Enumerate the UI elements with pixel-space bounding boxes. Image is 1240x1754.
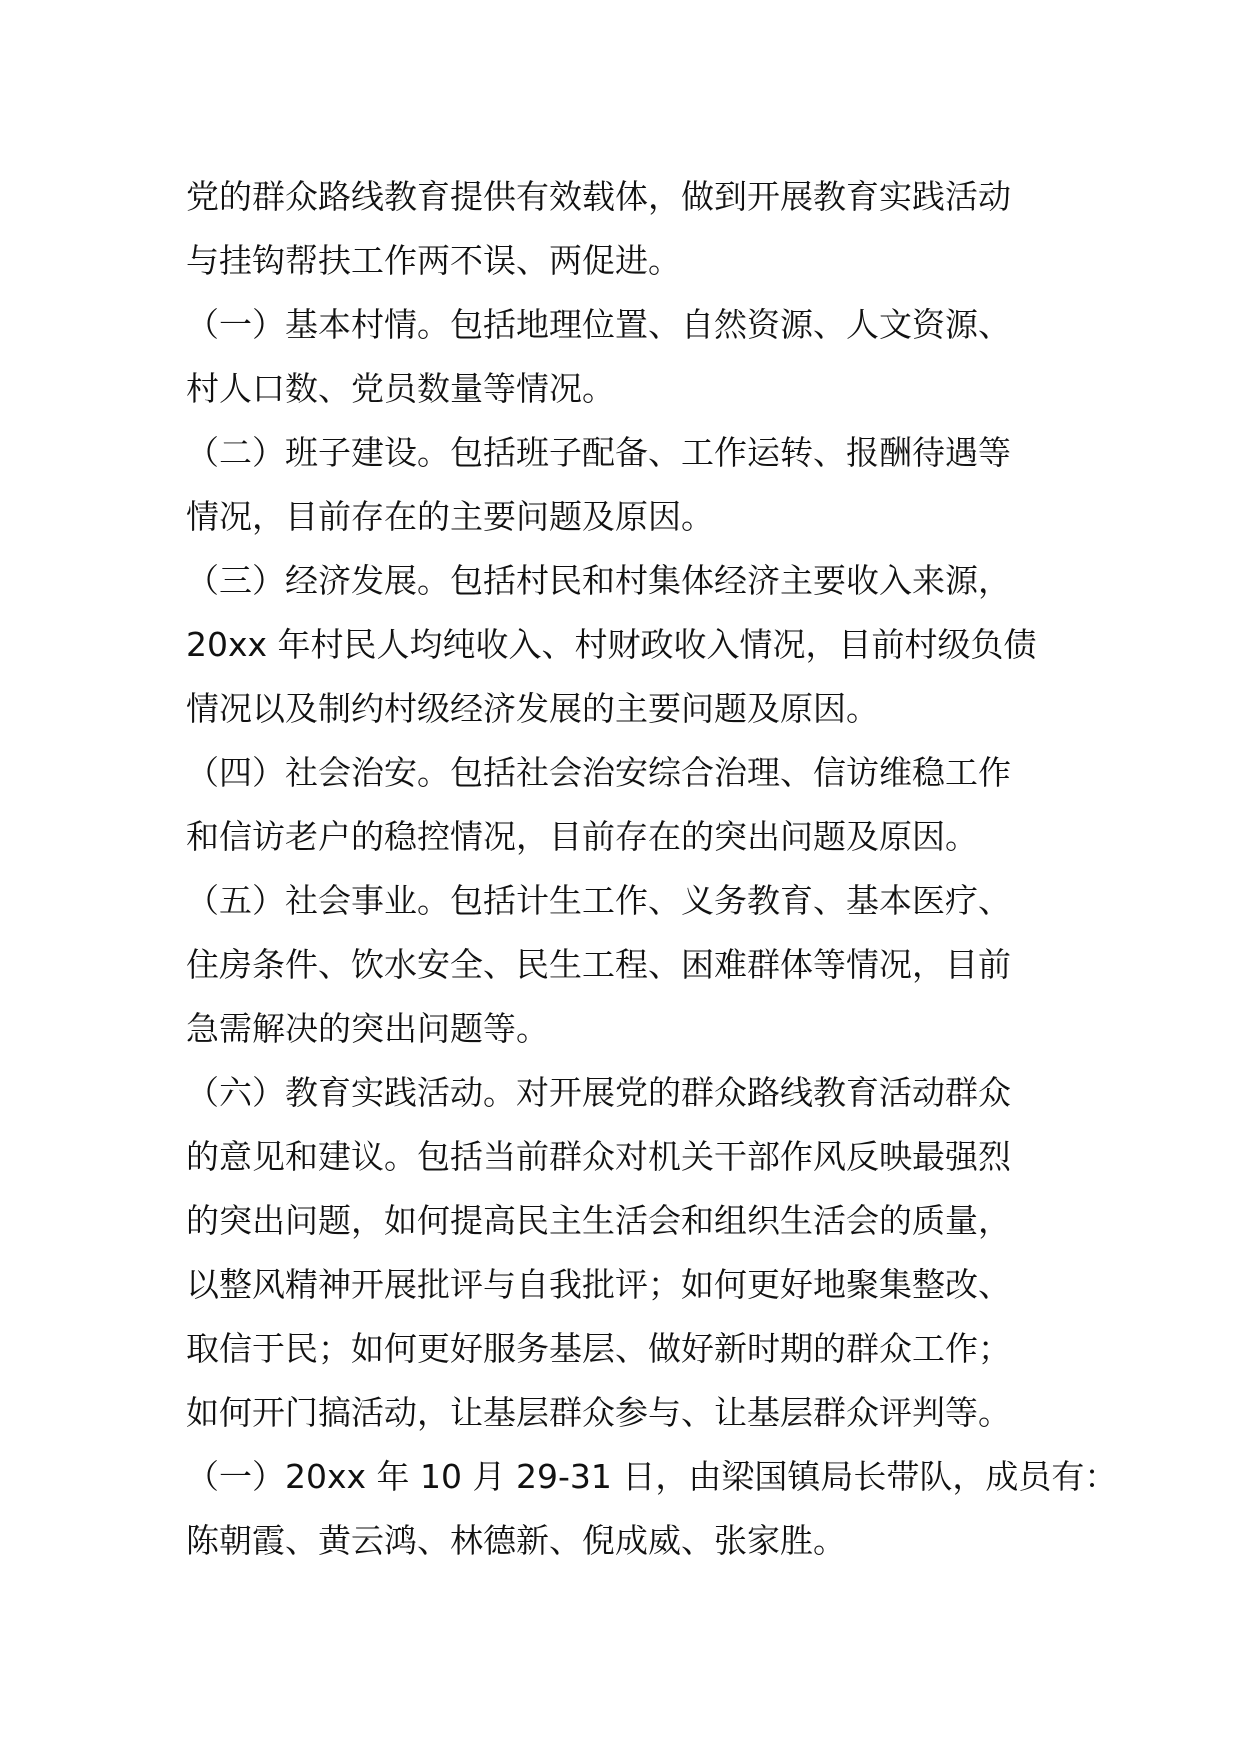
- text-line: （六）教育实践活动。对开展党的群众路线教育活动群众: [186, 1073, 1011, 1112]
- text-line: 20xx 年村民人均纯收入、村财政收入情况，目前村级负债: [186, 625, 1037, 664]
- text-line: 如何开门搞活动，让基层群众参与、让基层群众评判等。: [186, 1393, 1011, 1432]
- text-line: 情况，目前存在的主要问题及原因。: [186, 497, 714, 536]
- text-line: 与挂钩帮扶工作两不误、两促进。: [186, 241, 681, 280]
- text-line: 陈朝霞、黄云鸿、林德新、倪成威、张家胜。: [186, 1521, 846, 1560]
- text-line: 党的群众路线教育提供有效载体，做到开展教育实践活动: [186, 177, 1011, 216]
- text-line: 取信于民；如何更好服务基层、做好新时期的群众工作；: [186, 1329, 1011, 1368]
- text-line: （一）20xx 年 10 月 29-31 日，由梁国镇局长带队，成员有：: [186, 1457, 1118, 1496]
- text-line: （五）社会事业。包括计生工作、义务教育、基本医疗、: [186, 881, 1011, 920]
- text-line: 的突出问题，如何提高民主生活会和组织生活会的质量，: [186, 1201, 1011, 1240]
- text-line: （二）班子建设。包括班子配备、工作运转、报酬待遇等: [186, 433, 1011, 472]
- text-line: 的意见和建议。包括当前群众对机关干部作风反映最强烈: [186, 1137, 1011, 1176]
- text-line: 以整风精神开展批评与自我批评；如何更好地聚集整改、: [186, 1265, 1011, 1304]
- text-line: 急需解决的突出问题等。: [186, 1009, 549, 1048]
- text-line: 住房条件、饮水安全、民生工程、困难群体等情况，目前: [186, 945, 1011, 984]
- text-line: 情况以及制约村级经济发展的主要问题及原因。: [186, 689, 879, 728]
- text-line: （四）社会治安。包括社会治安综合治理、信访维稳工作: [186, 753, 1011, 792]
- text-line: 和信访老户的稳控情况，目前存在的突出问题及原因。: [186, 817, 978, 856]
- text-line: （一）基本村情。包括地理位置、自然资源、人文资源、: [186, 305, 1011, 344]
- text-line: （三）经济发展。包括村民和村集体经济主要收入来源，: [186, 561, 1011, 600]
- document-body: [186, 165, 1118, 1573]
- text-line: 村人口数、党员数量等情况。: [186, 369, 615, 408]
